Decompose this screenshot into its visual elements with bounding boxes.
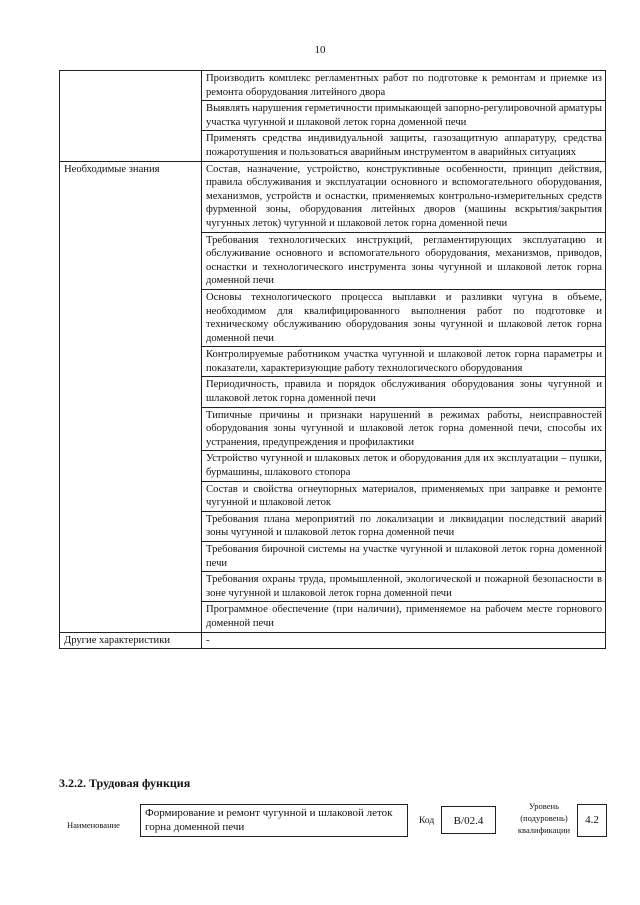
qualification-level-label: Уровень (подуровень) квалификации	[517, 801, 571, 835]
table-row	[60, 632, 606, 649]
table-cell: Основы технологического процесса выплавки и разливки чугуна в объеме, необходимом для квалифицированного выполнения работ по подготовке и техническому обслуживанию оборудования зоны чугунной и шлаковой леток горна доменной печи	[202, 289, 606, 346]
table-cell: Выявлять нарушения герметичности примыкающей запорно-регулировочной арматуры участка чугунной и шлаковой леток горна доменной печи	[202, 101, 606, 131]
qualification-level-box: 4.2	[577, 804, 607, 837]
table-cell: Требования плана мероприятий по локализации и ликвидации последствий аварий зоны чугунной и шлаковой леток горна доменной печи	[202, 511, 606, 541]
row-label: Необходимые знания	[60, 161, 202, 632]
function-code-box: B/02.4	[441, 806, 496, 834]
table-cell: Состав и свойства огнеупорных материалов, применяемых при заправке и ремонте чугунной и шлаковой леток	[202, 481, 606, 511]
table-cell: Периодичность, правила и порядок обслуживания оборудования зоны чугунной и шлаковой леток горна доменной печи	[202, 377, 606, 407]
name-label: Наименование	[67, 820, 120, 830]
row-label	[60, 71, 202, 162]
table-row	[60, 71, 606, 101]
competency-table	[59, 70, 606, 649]
table-cell: Требования охраны труда, промышленной, экологической и пожарной безопасности в зоне чугунной и шлаковой леток горна доменной печи	[202, 572, 606, 602]
table-row	[60, 161, 606, 232]
labor-function-header	[59, 801, 619, 844]
table-cell: Типичные причины и признаки нарушений в режимах работы, неисправностей оборудования зоны чугунной и шлаковой леток горна доменной печи, способы их устранения, предупреждения и профилактики	[202, 407, 606, 451]
page-number: 10	[314, 44, 326, 56]
table-cell: Контролируемые работником участка чугунной и шлаковой леток горна параметры и показатели, характеризующие работу технологического оборудования	[202, 347, 606, 377]
table-cell: Устройство чугунной и шлаковых леток и оборудования для их эксплуатации – пушки, бурмашины, шлакового стопора	[202, 451, 606, 481]
table-cell: Требования технологических инструкций, регламентирующих эксплуатацию и обслуживание основного и вспомогательного оборудования, механизмов, приводов, оснастки и технологического инструмента зоны чугунной и шлаковой леток горна доменной печи	[202, 232, 606, 289]
table-cell: -	[202, 632, 606, 649]
function-name-box: Формирование и ремонт чугунной и шлаковой леток горна доменной печи	[140, 804, 408, 837]
table-cell: Производить комплекс регламентных работ по подготовке к ремонтам и приемке из ремонта оборудования литейного двора	[202, 71, 606, 101]
code-label: Код	[419, 816, 435, 826]
table-cell: Применять средства индивидуальной защиты, газозащитную аппаратуру, средства пожаротушения и пользоваться аварийным инструментом в аварийных ситуациях	[202, 131, 606, 161]
table-cell: Программное обеспечение (при наличии), применяемое на рабочем месте горнового доменной печи	[202, 602, 606, 632]
row-label: Другие характеристики	[60, 632, 202, 649]
table-cell: Состав, назначение, устройство, конструктивные особенности, принцип действия, правила обслуживания и эксплуатации основного и вспомогательного оборудования, механизмов, устройств и оснастки, применяемых контрольно-измерительных средств фурменной зоны, оборудования литейных дворов (машины вскрытия/закрытия чугунных леток) чугунной и шлаковой леток горна доменной печи	[202, 161, 606, 232]
table-cell: Требования бирочной системы на участке чугунной и шлаковой леток горна доменной печи	[202, 542, 606, 572]
section-title: 3.2.2. Трудовая функция	[59, 776, 191, 790]
